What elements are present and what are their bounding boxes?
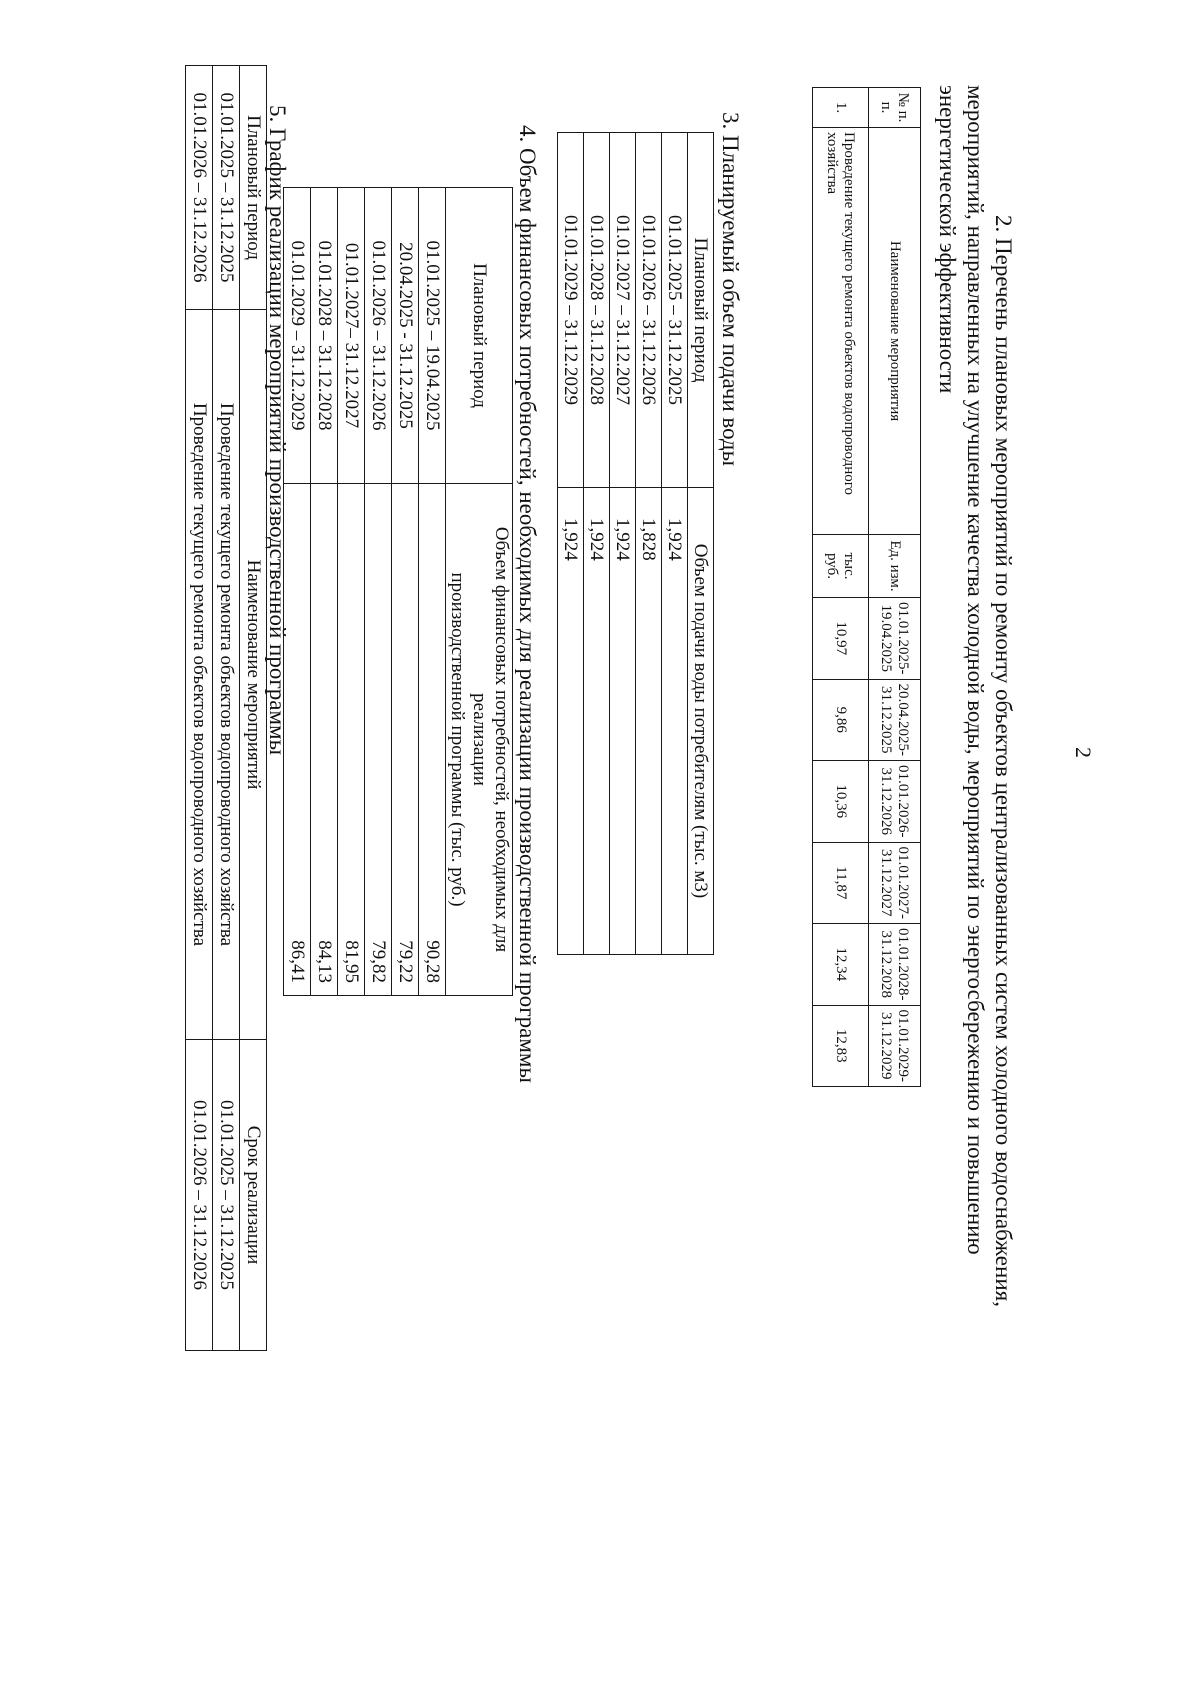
table-row <box>813 88 869 1087</box>
measures-table-header <box>869 88 921 1087</box>
term: 01.01.2025 – 31.12.2025 <box>213 1040 240 1351</box>
column-header-period: 20.04.2025-31.12.2025 <box>869 679 921 761</box>
column-header-period: 01.01.2027-31.12.2027 <box>869 842 921 924</box>
section-3-heading: 3. Планируемый объем подачи воды <box>718 112 743 467</box>
table-row <box>558 133 584 955</box>
period: 01.01.2026 – 31.12.2026 <box>636 133 662 488</box>
column-header-period: 01.01.2029-31.12.2029 <box>869 1005 921 1087</box>
table-row <box>662 133 688 955</box>
section-2-heading-line-3: энергетической эффективности <box>935 85 960 394</box>
measure-name: Проведение текущего ремонта объектов водопроводного хозяйства <box>213 310 240 1040</box>
measures-table <box>812 87 921 1087</box>
column-header-period: 01.01.2026-31.12.2026 <box>869 761 921 843</box>
table-row <box>365 188 392 996</box>
period-value: 12,83 <box>813 1005 869 1087</box>
unit: тыс. руб. <box>813 535 869 598</box>
column-header-period: 01.01.2028-31.12.2028 <box>869 924 921 1006</box>
water-supply-table <box>557 132 714 955</box>
period-value: 11,87 <box>813 842 869 924</box>
water-supply-table-header <box>688 133 714 955</box>
table-row <box>584 133 610 955</box>
section-5-heading: 5. График реализации мероприятий производственной программы <box>265 105 290 756</box>
period: 01.01.2026 – 31.12.2026 <box>186 66 213 310</box>
table-row <box>213 66 240 1351</box>
volume-value: 1,924 <box>558 488 584 955</box>
page-number: 2 <box>1071 747 1096 758</box>
column-header-amount-line-2: производственной программы (тыс. руб.) <box>447 572 468 907</box>
measure-name: Проведение текущего ремонта объектов водопроводного хозяйства <box>186 310 213 1040</box>
schedule-table <box>185 65 267 1351</box>
period: 01.01.2026 – 31.12.2026 <box>365 188 392 484</box>
period: 20.04.2025 - 31.12.2025 <box>392 188 419 484</box>
measure-name: Проведение текущего ремонта объектов водопроводного хозяйства <box>813 128 869 535</box>
amount-value: 86,41 <box>284 484 311 996</box>
period: 01.01.2029 – 31.12.2029 <box>284 188 311 484</box>
financial-needs-table <box>283 187 513 996</box>
period-value: 10,97 <box>813 598 869 680</box>
period-value: 12,34 <box>813 924 869 1006</box>
document-page <box>189 47 1097 1492</box>
column-header-amount-line-1: Объем финансовых потребностей, необходимых для реализации <box>469 526 512 953</box>
period: 01.01.2028 – 31.12.2028 <box>311 188 338 484</box>
table-row <box>311 188 338 996</box>
column-header-period: Плановый период <box>688 133 714 488</box>
term: 01.01.2026 – 31.12.2026 <box>186 1040 213 1351</box>
section-2-heading <box>933 85 1017 1307</box>
column-header-period: Плановый период <box>240 66 267 310</box>
column-header-volume: Объем подачи воды потребителям (тыс. м3) <box>688 488 714 955</box>
amount-value: 90,28 <box>419 484 446 996</box>
period-value: 10,36 <box>813 761 869 843</box>
column-header-amount <box>446 484 513 996</box>
column-header-period: 01.01.2025-19.04.2025 <box>869 598 921 680</box>
table-row <box>338 188 365 996</box>
period: 01.01.2029 – 31.12.2029 <box>558 133 584 488</box>
schedule-table-header <box>240 66 267 1351</box>
section-4-heading: 4. Объем финансовых потребностей, необходимых для реализации производственной программы <box>515 125 540 1083</box>
period: 01.01.2027 – 31.12.2027 <box>610 133 636 488</box>
period: 01.01.2025 – 19.04.2025 <box>419 188 446 484</box>
amount-value: 79,82 <box>365 484 392 996</box>
column-header-period: Плановый период <box>446 188 513 484</box>
volume-value: 1,924 <box>610 488 636 955</box>
section-2-heading-line-1: 2. Перечень плановых мероприятий по ремонту объектов централизованных систем холодного водоснабжения, <box>991 215 1016 1307</box>
table-row <box>636 133 662 955</box>
period: 01.01.2027– 31.12.2027 <box>338 188 365 484</box>
row-number: 1. <box>813 88 869 128</box>
financial-needs-table-header <box>446 188 513 996</box>
volume-value: 1,828 <box>636 488 662 955</box>
amount-value: 81,95 <box>338 484 365 996</box>
table-row <box>419 188 446 996</box>
amount-value: 79,22 <box>392 484 419 996</box>
period-value: 9,86 <box>813 679 869 761</box>
table-row <box>186 66 213 1351</box>
column-header-measure-name: Наименование мероприятия <box>869 128 921 535</box>
column-header-term: Срок реализации <box>240 1040 267 1351</box>
amount-value: 84,13 <box>311 484 338 996</box>
period: 01.01.2028 – 31.12.2028 <box>584 133 610 488</box>
column-header-number: № п. п. <box>869 88 921 128</box>
volume-value: 1,924 <box>584 488 610 955</box>
table-row <box>392 188 419 996</box>
column-header-unit: Ед. изм. <box>869 535 921 598</box>
column-header-measure-name: Наименование мероприятий <box>240 310 267 1040</box>
table-row <box>610 133 636 955</box>
period: 01.01.2025 – 31.12.2025 <box>662 133 688 488</box>
period: 01.01.2025 – 31.12.2025 <box>213 66 240 310</box>
volume-value: 1,924 <box>662 488 688 955</box>
section-2-heading-line-2: мероприятий, направленных на улучшение качества холодной воды, мероприятий по энергосбережению и повышению <box>963 85 988 1255</box>
